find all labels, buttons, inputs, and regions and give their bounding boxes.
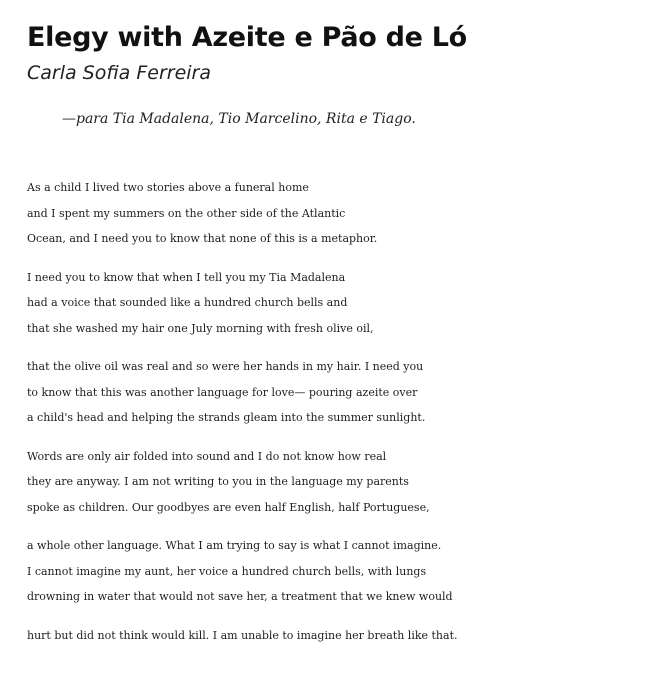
poem-title: Elegy with Azeite e Pão de Ló [27,22,467,53]
stanza [27,444,652,521]
poem-dedication: —para Tia Madalena, Tio Marcelino, Rita e Tiago. [62,111,416,127]
poem-author: Carla Sofia Ferreira [27,62,211,84]
stanza [27,533,652,610]
poem-line: and I spent my summers on the other side of the Atlantic [27,206,346,220]
stanza [27,354,652,431]
poem-line: to know that this was another language for love— pouring azeite over [27,385,418,399]
poem-line: they are anyway. I am not writing to you in the language my parents [27,475,409,488]
stanza [27,623,652,649]
poem-line: a whole other language. What I am trying to say is what I cannot imagine. [27,539,442,552]
poem-line: I need you to know that when I tell you my Tia Madalena [27,270,346,284]
poem-body [27,175,652,648]
poem-line: drowning in water that would not save her, a treatment that we knew would [27,590,453,603]
stanza [27,265,652,342]
poem-page [27,20,652,661]
poem-line: that the olive oil was real and so were her hands in my hair. I need you [27,360,424,373]
stanza [27,175,652,252]
poem-line: Ocean, and I need you to know that none of this is a metaphor. [27,232,378,245]
poem-line: Words are only air folded into sound and I do not know how real [27,449,387,463]
poem-line: a child's head and helping the strands gleam into the summer sunlight. [27,411,426,424]
poem-line: As a child I lived two stories above a funeral home [27,181,309,194]
poem-line: I cannot imagine my aunt, her voice a hundred church bells, with lungs [27,564,427,578]
poem-line: that she washed my hair one July morning with fresh olive oil, [27,321,374,335]
poem-line: had a voice that sounded like a hundred church bells and [27,296,348,309]
poem-line: hurt but did not think would kill. I am unable to imagine her breath like that. [27,628,458,642]
poem-line: spoke as children. Our goodbyes are even half English, half Portuguese, [27,500,430,514]
